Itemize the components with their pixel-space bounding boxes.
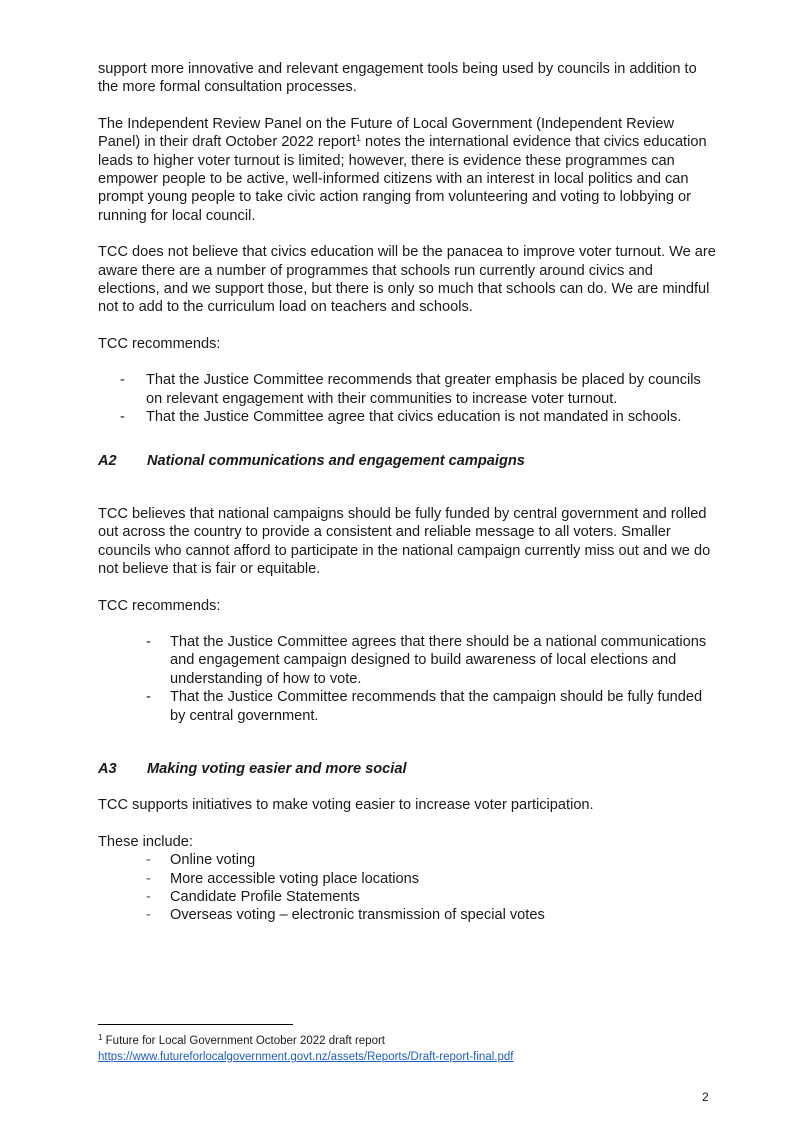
- list-item: [98, 633, 718, 688]
- dash-bullet: -: [146, 889, 151, 905]
- paragraph-voting-easier: TCC supports initiatives to make voting easier to increase voter participation.: [98, 797, 594, 814]
- list-item-text: More accessible voting place locations: [170, 870, 420, 887]
- paragraph-text: The Independent Review Panel on the Future of Local Government (Independent Review Panel) in their draft October 2022 report: [98, 115, 675, 151]
- list-item-text: That the Justice Committee recommends that greater emphasis be placed by councils on relevant engagement with their communities to increase voter turnout.: [146, 372, 701, 407]
- list-item: [98, 688, 718, 725]
- list-item-text: Online voting: [170, 852, 256, 869]
- recommendation-list-a2: [98, 633, 718, 725]
- these-include-label: These include:: [98, 833, 193, 850]
- list-item-text: That the Justice Committee agree that civics education is not mandated in schools.: [146, 409, 682, 426]
- footnote: [98, 1033, 513, 1065]
- page-number: 2: [702, 1090, 709, 1104]
- section-title: National communications and engagement campaigns: [147, 452, 525, 469]
- section-number: A2: [98, 452, 117, 469]
- recommendation-list-a1: [98, 371, 718, 426]
- dash-bullet: -: [146, 852, 151, 869]
- paragraph-text: notes the international evidence that civics education leads to higher voter turnout is limited; however, there is evidence these programmes can empower people to be active, well-informed citizens with an interest in local politics and can prompt young people to take civic action ranging from volunteering and voting to lobbying or running for local council.: [98, 134, 707, 224]
- section-title: Making voting easier and more social: [147, 760, 407, 777]
- list-item: [98, 851, 718, 869]
- dash-bullet: -: [146, 870, 151, 887]
- section-heading-a2: [98, 452, 718, 470]
- footnote-divider: [98, 1024, 293, 1025]
- list-item: [98, 371, 718, 408]
- document-body: [98, 60, 718, 925]
- dash-bullet: -: [146, 633, 151, 650]
- list-item-text: That the Justice Committee agrees that there should be a national communications and engagement campaign designed to build awareness of local elections and understanding of how to vote.: [170, 633, 707, 687]
- section-heading-a3: [98, 760, 718, 778]
- list-item: [98, 408, 718, 426]
- dash-bullet: -: [120, 409, 125, 426]
- footnote-text-line: [98, 1033, 513, 1049]
- recommends-label: TCC recommends:: [98, 597, 221, 614]
- paragraph-intro: support more innovative and relevant engagement tools being used by councils in addition to the more formal consultation processes.: [98, 61, 697, 96]
- recommends-label: TCC recommends:: [98, 335, 221, 352]
- footnote-text: Future for Local Government October 2022 draft report: [102, 1035, 385, 1047]
- list-item-text: Overseas voting – electronic transmission of special votes: [170, 907, 545, 924]
- footnote-reference[interactable]: 1: [355, 133, 361, 144]
- footnote-mark: 1: [98, 1033, 103, 1042]
- list-item-text: Candidate Profile Statements: [170, 889, 360, 905]
- paragraph-review-panel: [98, 115, 718, 225]
- initiatives-list: [98, 851, 718, 925]
- paragraph-civics: TCC does not believe that civics education will be the panacea to improve voter turnout. We are aware there are a number of programmes that schools run currently around civics and elections, and we support those, but there is only so much that schools can do. We are mindful not to add to the curriculum load on teachers and schools.: [98, 244, 716, 316]
- list-item: [98, 888, 718, 906]
- paragraph-national-campaigns: TCC believes that national campaigns should be fully funded by central government and rolled out across the country to provide a consistent and reliable message to all voters. Smaller councils who cannot afford to participate in the national campaign currently miss out and we do not believe that is fair or equitable.: [98, 505, 711, 578]
- dash-bullet: -: [146, 689, 151, 706]
- list-item: [98, 870, 718, 888]
- footnote-link[interactable]: https://www.futureforlocalgovernment.govt.nz/assets/Reports/Draft-report-final.pdf: [98, 1051, 514, 1063]
- section-number: A3: [98, 760, 117, 777]
- dash-bullet: -: [146, 907, 151, 924]
- dash-bullet: -: [120, 372, 125, 389]
- list-item: [98, 906, 718, 924]
- list-item-text: That the Justice Committee recommends that the campaign should be fully funded by central government.: [170, 689, 703, 724]
